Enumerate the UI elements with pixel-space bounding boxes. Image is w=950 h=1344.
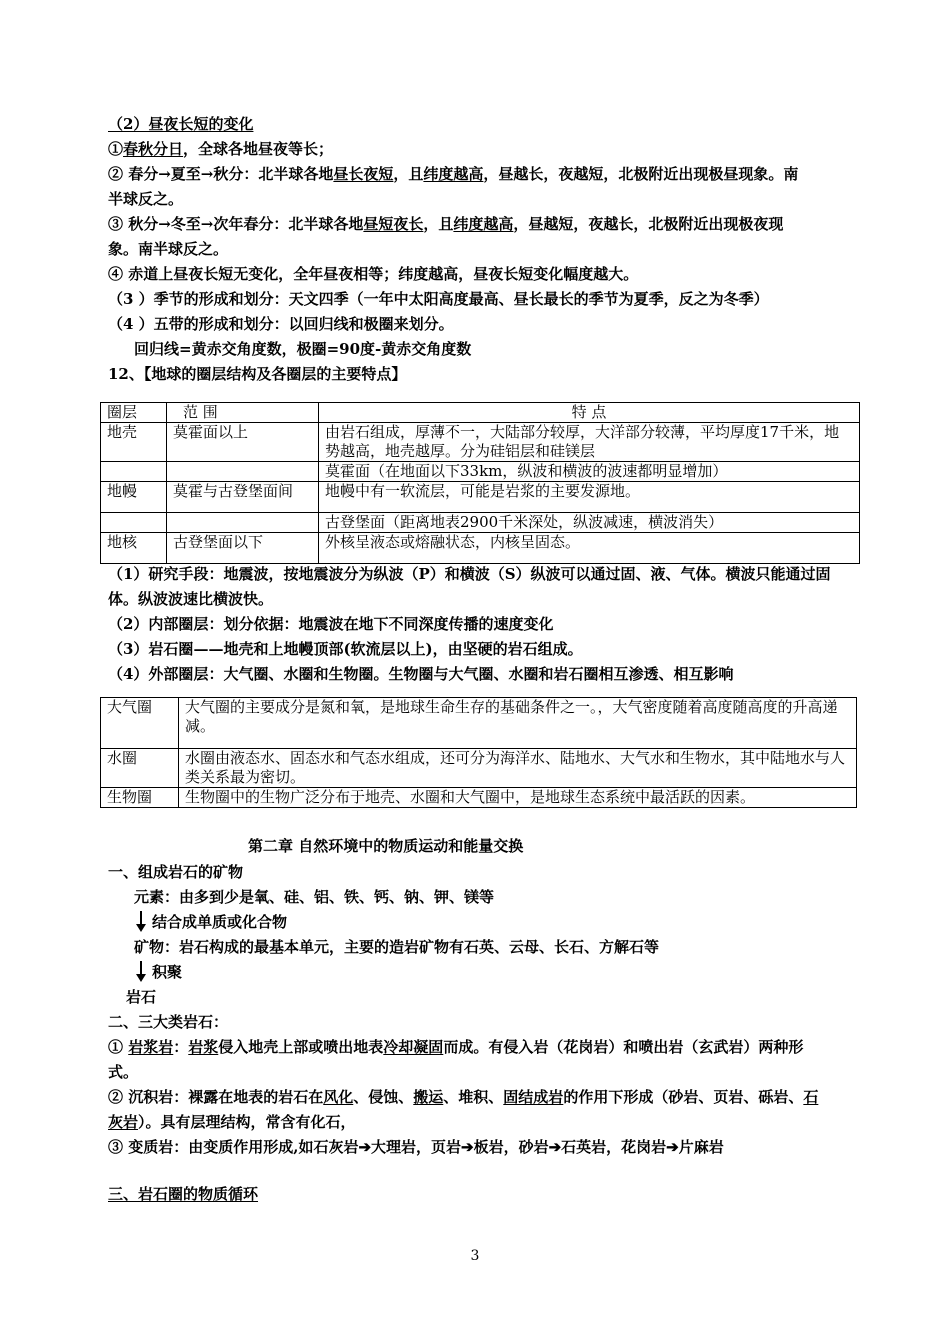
day-night-item-1: ①春秋分日，全球各地昼夜等长； — [108, 140, 334, 158]
page-number: 3 — [470, 1248, 480, 1264]
day-night-heading: （2）昼夜长短的变化 — [108, 115, 254, 133]
section-3-heading: 三、岩石圈的物质循环 — [108, 1185, 259, 1203]
empty-cell — [167, 513, 319, 533]
col-header-feature: 特 点 — [319, 403, 860, 423]
hydrosphere-name: 水圈 — [101, 749, 179, 788]
empty-cell — [101, 462, 167, 482]
section-2-heading: 二、三大类岩石： — [108, 1013, 229, 1031]
empty-cell — [101, 513, 167, 533]
table-row — [101, 423, 860, 462]
minerals-line: 矿物：岩石构成的最基本单元，主要的造岩矿物有石英、云母、长石、方解石等 — [134, 938, 660, 956]
col-header-range: 范 围 — [167, 403, 319, 423]
chapter-title: 第二章 自然环境中的物质运动和能量交换 — [248, 837, 524, 855]
note-1-cont: 体。纵波波速比横波快。 — [108, 590, 274, 608]
mantle-name: 地幔 — [101, 482, 167, 513]
gutenberg-boundary: 古登堡面（距离地表2900千米深处，纵波减速，横波消失） — [319, 513, 860, 533]
section-12-title: 12、【地球的圈层结构及各圈层的主要特点】 — [108, 365, 407, 383]
igneous-rock-cont: 式。 — [108, 1063, 139, 1081]
crust-feature: 由岩石组成，厚薄不一，大陆部分较厚，大洋部分较薄，平均厚度17千米，地势越高，地壳越厚。分为硅铝层和硅镁层 — [319, 423, 860, 462]
table-row — [101, 698, 857, 749]
sedimentary-rock-line: ② 沉积岩：裸露在地表的岩石在风化、侵蚀、搬运、堆积、固结成岩的作用下形成（砂岩、页岩、砾岩、石 — [108, 1088, 819, 1106]
biosphere-name: 生物圈 — [101, 788, 179, 808]
core-name: 地核 — [101, 533, 167, 564]
note-1: （1）研究手段：地震波，按地震波分为纵波（P）和横波（S）纵波可以通过固、液、气体。横波只能通过固 — [108, 565, 831, 583]
table-row — [101, 533, 860, 564]
table-row — [101, 513, 860, 533]
crust-name: 地壳 — [101, 423, 167, 462]
moho-boundary: 莫霍面（在地面以下33km，纵波和横波的波速都明显增加） — [319, 462, 860, 482]
core-feature: 外核呈液态或熔融状态，内核呈固态。 — [319, 533, 860, 564]
metamorphic-rock-line: ③ 变质岩：由变质作用形成,如石灰岩➔大理岩，页岩➔板岩，砂岩➔石英岩，花岗岩➔片麻岩 — [108, 1138, 724, 1156]
zones-line: （4 ）五带的形成和划分：以回归线和极圈来划分。 — [108, 315, 454, 333]
mantle-range: 莫霍与古登堡面间 — [167, 482, 319, 513]
table-row — [101, 462, 860, 482]
igneous-rock-line: ① 岩浆岩：岩浆侵入地壳上部或喷出地表冷却凝固而成。有侵入岩（花岗岩）和喷出岩（玄武岩）两种形 — [108, 1038, 804, 1056]
day-night-item-3-cont: 象。南半球反之。 — [108, 240, 229, 258]
core-range: 古登堡面以下 — [167, 533, 319, 564]
outer-spheres-table — [100, 697, 857, 808]
section-1-heading: 一、组成岩石的矿物 — [108, 863, 244, 881]
seasons-line: （3 ）季节的形成和划分：天文四季（一年中太阳高度最高、昼长最长的季节为夏季，反之为冬季） — [108, 290, 769, 308]
accumulate-label: 积聚 — [152, 963, 183, 981]
table-row — [101, 788, 857, 808]
biosphere-desc: 生物圈中的生物广泛分布于地壳、水圈和大气圈中，是地球生态系统中最活跃的因素。 — [179, 788, 857, 808]
day-night-item-2: ② 春分→夏至→秋分：北半球各地昼长夜短，且纬度越高，昼越长，夜越短，北极附近出现极昼现象。南 — [108, 165, 799, 183]
note-3: （3）岩石圈——地壳和上地幔顶部(软流层以上)，由坚硬的岩石组成。 — [108, 640, 583, 658]
col-header-layer: 圈层 — [101, 403, 167, 423]
atmosphere-name: 大气圈 — [101, 698, 179, 749]
table-row — [101, 749, 857, 788]
layers-table — [100, 402, 860, 564]
day-night-item-4: ④ 赤道上昼夜长短无变化，全年昼夜相等；纬度越高，昼夜长短变化幅度越大。 — [108, 265, 639, 283]
formula-line: 回归线=黄赤交角度数，极圈=90度-黄赤交角度数 — [134, 340, 472, 358]
empty-cell — [167, 462, 319, 482]
table-header-row — [101, 403, 860, 423]
note-2: （2）内部圈层：划分依据：地震波在地下不同深度传播的速度变化 — [108, 615, 554, 633]
table-row — [101, 482, 860, 513]
note-4: （4）外部圈层：大气圈、水圈和生物圈。生物圈与大气圈、水圈和岩石圈相互渗透、相互影响 — [108, 665, 734, 683]
sedimentary-rock-cont: 灰岩）。具有层理结构，常含有化石， — [108, 1113, 356, 1131]
combine-label: 结合成单质或化合物 — [152, 913, 288, 931]
hydrosphere-desc: 水圈由液态水、固态水和气态水组成，还可分为海洋水、陆地水、大气水和生物水，其中陆地水与人类关系最为密切。 — [179, 749, 857, 788]
mantle-feature: 地幔中有一软流层，可能是岩浆的主要发源地。 — [319, 482, 860, 513]
day-night-item-2-cont: 半球反之。 — [108, 190, 184, 208]
elements-line: 元素：由多到少是氧、硅、铝、铁、钙、钠、钾、镁等 — [134, 888, 495, 906]
crust-range: 莫霍面以上 — [167, 423, 319, 462]
day-night-item-3: ③ 秋分→冬至→次年春分：北半球各地昼短夜长，且纬度越高，昼越短，夜越长，北极附近出现极夜现 — [108, 215, 784, 233]
atmosphere-desc: 大气圈的主要成分是氮和氧，是地球生命生存的基础条件之一。，大气密度随着高度随高度的升高递减。 — [179, 698, 857, 749]
rock-label: 岩石 — [126, 988, 157, 1006]
